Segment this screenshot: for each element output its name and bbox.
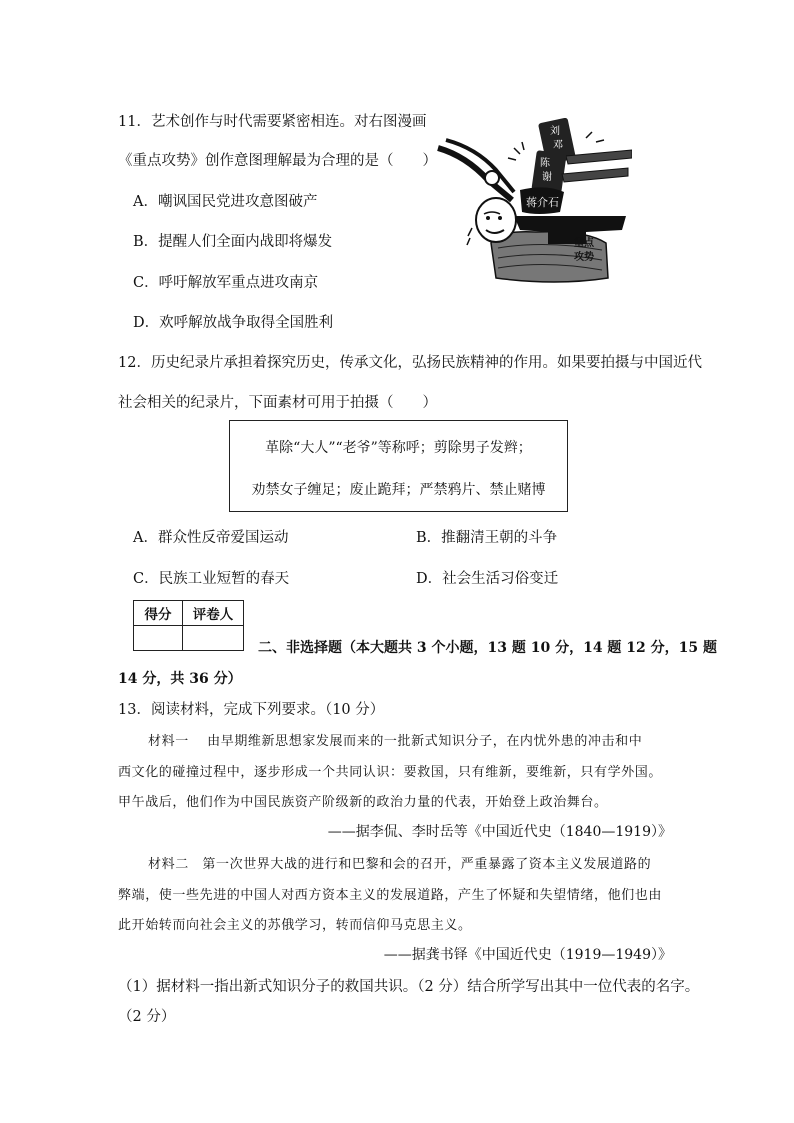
hammer-mid-label-1: 陈 xyxy=(540,158,550,169)
score-cell[interactable] xyxy=(134,626,183,651)
q11-option-d: D．欢呼解放战争取得全国胜利 xyxy=(133,315,334,331)
q12-option-a: A．群众性反帝爱国运动 xyxy=(133,530,289,546)
q12-stem-line2: 社会相关的纪录片，下面素材可用于拍摄（ ） xyxy=(118,395,437,411)
hammer-mid-label-2: 谢 xyxy=(542,172,552,183)
jiang-label: 蒋介石 xyxy=(526,196,559,209)
jiang-label-block xyxy=(520,187,564,214)
jiang-head xyxy=(467,198,516,245)
q13-material2-line1: 材料二 第一次世界大战的进行和巴黎和会的召开，严重暴露了资本主义发展道路的 xyxy=(148,857,652,872)
q13-material1-line3: 甲午战后，他们作为中国民族资产阶级新的政治力量的代表，开始登上政治舞台。 xyxy=(118,795,608,810)
section2-heading-line2: 14 分，共 36 分） xyxy=(118,671,242,687)
grader-cell[interactable] xyxy=(183,626,244,651)
q11-option-b: B．提醒人们全面内战即将爆发 xyxy=(133,234,333,250)
tongs xyxy=(438,140,514,200)
q12-box-line1: 革除“大人”“老爷”等称呼；剪除男子发辫； xyxy=(265,440,532,456)
q11-stem-line2: 《重点攻势》创作意图理解最为合理的是（ ） xyxy=(118,153,437,169)
q11-option-a: A．嘲讽国民党进攻意图破产 xyxy=(133,194,318,210)
score-header: 得分 xyxy=(134,601,183,626)
q12-option-b: B．推翻清王朝的斗争 xyxy=(416,530,558,546)
cartoon-zhongdian-gongshi xyxy=(436,118,632,288)
svg-text:重点: 重点 xyxy=(574,238,594,249)
grader-header: 评卷人 xyxy=(183,601,244,626)
q13-material1-line1: 材料一 由早期维新思想家发展而来的一批新式知识分子，在内忧外患的冲击和中 xyxy=(148,734,643,749)
q13-material2-line2: 弊端，使一些先进的中国人对西方资本主义的发展道路，产生了怀疑和失望情绪，他们也由 xyxy=(118,888,663,903)
hammer-top-label-2: 邓 xyxy=(553,140,563,151)
q12-material-box xyxy=(229,420,568,512)
q13-stem: 13．阅读材料，完成下列要求。（10 分） xyxy=(118,702,385,718)
q13-sub1-line2: （2 分） xyxy=(118,1009,176,1025)
score-table xyxy=(133,600,244,651)
q12-option-c: C．民族工业短暂的春天 xyxy=(133,571,290,587)
q11-option-c: C．呼吁解放军重点进攻南京 xyxy=(133,275,319,291)
q13-material1-line2: 西文化的碰撞过程中，逐步形成一个共同认识：要救国，只有维新，要维新，只有学外国。 xyxy=(118,765,663,780)
section2-heading-line1: 二、非选择题（本大题共 3 个小题，13 题 10 分，14 题 12 分，15 题 xyxy=(258,640,718,656)
q12-option-d: D．社会生活习俗变迁 xyxy=(416,571,559,587)
q13-sub1-line1: （1）据材料一指出新式知识分子的救国共识。（2 分）结合所学写出其中一位代表的名字。 xyxy=(118,979,700,995)
q12-stem-line1: 12．历史纪录片承担着探究历史，传承文化，弘扬民族精神的作用。如果要拍摄与中国近代 xyxy=(118,355,702,371)
q13-material2-source: ——据龚书铎《中国近代史（1919—1949）》 xyxy=(383,947,672,963)
hammer-top-label-1: 刘 xyxy=(550,126,560,137)
q12-box-line2: 劝禁女子缠足；废止跪拜；严禁鸦片、禁止赌博 xyxy=(251,482,546,498)
q13-material1-source: ——据李侃、李时岳等《中国近代史（1840—1919）》 xyxy=(327,824,672,840)
svg-text:攻势: 攻势 xyxy=(574,252,594,263)
q13-material2-line3: 此开始转而向社会主义的苏俄学习，转而信仰马克思主义。 xyxy=(118,918,472,933)
q11-stem-line1: 11．艺术创作与时代需要紧密相连。对右图漫画 xyxy=(118,114,427,130)
